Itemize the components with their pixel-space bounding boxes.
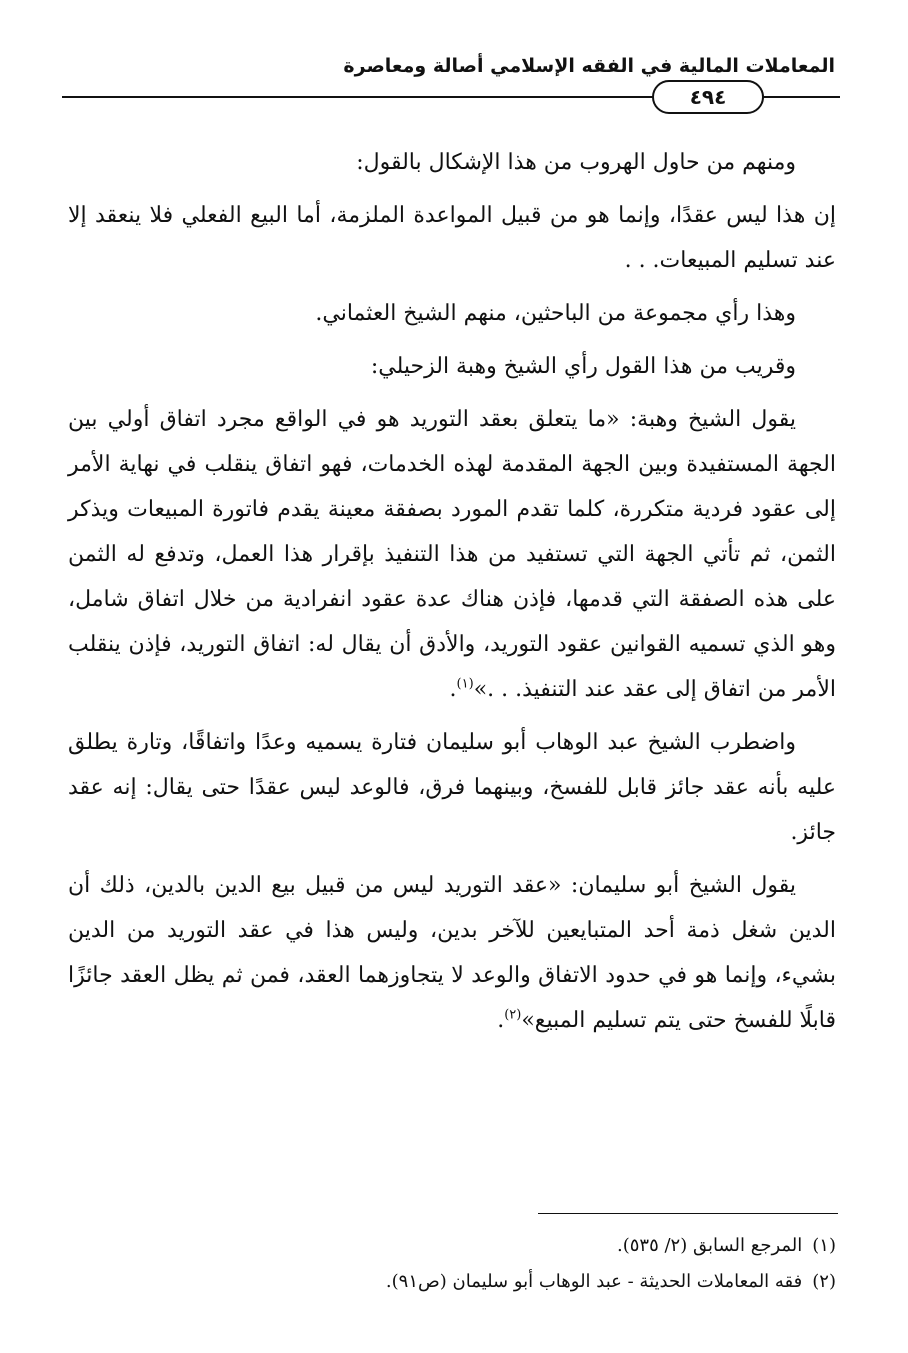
paragraph-6-text: واضطرب الشيخ عبد الوهاب أبو سليمان فتارة يسميه وعدًا واتفاقًا، وتارة يطلق عليه بأنه عقد جائز قابل للفسخ، وبينهما فرق، فالوعد ليس عقدًا حتى يقال: إنه عقد جائز.	[68, 730, 836, 845]
paragraph-2-text: إن هذا ليس عقدًا، وإنما هو من قبيل المواعدة الملزمة، أما البيع الفعلي فلا ينعقد إلا عند تسليم المبيعات. . .	[68, 203, 836, 273]
footnote-2-text: فقه المعاملات الحديثة - عبد الوهاب أبو سليمان (ص٩١).	[385, 1271, 803, 1292]
paragraph-3	[68, 291, 836, 336]
page-number-frame	[652, 80, 764, 114]
paragraph-5	[68, 397, 836, 712]
running-header: المعاملات المالية في الفقه الإسلامي أصالة ومعاصرة	[343, 55, 835, 77]
paragraph-7-text: يقول الشيخ أبو سليمان: «عقد التوريد ليس من قبيل بيع الدين بالدين، ذلك أن الدين شغل ذمة أحد المتبايعين للآخر بدين، وليس هذا في عقد التوريد من الدين بشيء، وإنما هو في حدود الاتفاق والوعد لا يتجاوزهما العقد، فمن ثم يظل العقد جائزًا قابلًا للفسخ حتى يتم تسليم المبيع»	[68, 873, 836, 1033]
paragraph-3-text: وهذا رأي مجموعة من الباحثين، منهم الشيخ العثماني.	[315, 301, 796, 326]
footnotes	[68, 1228, 836, 1300]
footnote-1	[68, 1228, 836, 1264]
paragraph-1	[68, 140, 836, 185]
page-number: ٤٩٤	[689, 85, 727, 109]
paragraph-4-text: وقريب من هذا القول رأي الشيخ وهبة الزحيلي:	[370, 354, 796, 379]
paragraph-2	[68, 193, 836, 283]
footnote-1-text: المرجع السابق (٢/ ٥٣٥).	[616, 1235, 803, 1256]
paragraph-6	[68, 720, 836, 855]
footnote-2-number: (٢)	[812, 1271, 836, 1292]
paragraph-5-text: يقول الشيخ وهبة: «ما يتعلق بعقد التوريد هو في الواقع مجرد اتفاق أولي بين الجهة المستفيدة وبين الجهة المقدمة لهذه الخدمات، فهو اتفاق ينقلب في نهاية الأمر إلى عقود فردية متكررة، كلما تقدم المورد بصفقة معينة يقدم فاتورة المبيعات ويذكر الثمن، ثم تأتي الجهة التي تستفيد من هذا التنفيذ بإقرار هذا العمل، وتدفع له الثمن على هذه الصفقة التي قدمها، فإذن هناك عدة عقود انفرادية من خلال اتفاق شامل، وهو الذي تسميه القوانين عقود التوريد، والأدق أن يقال له: اتفاق التوريد، فإذن ينقلب الأمر من اتفاق إلى عقد عند التنفيذ. . .»	[68, 407, 836, 702]
footnote-2	[68, 1264, 836, 1300]
footnote-1-number: (١)	[812, 1235, 836, 1256]
paragraph-7	[68, 863, 836, 1043]
paragraph-5-end: .	[449, 677, 457, 702]
body-text	[68, 140, 836, 1043]
paragraph-4	[68, 344, 836, 389]
paragraph-7-end: .	[497, 1008, 505, 1033]
paragraph-1-text: ومنهم من حاول الهروب من هذا الإشكال بالقول:	[356, 150, 796, 175]
footnote-rule	[538, 1213, 838, 1214]
footnote-ref-2[interactable]: (٢)	[504, 1007, 522, 1023]
footnote-ref-1[interactable]: (١)	[456, 676, 474, 692]
